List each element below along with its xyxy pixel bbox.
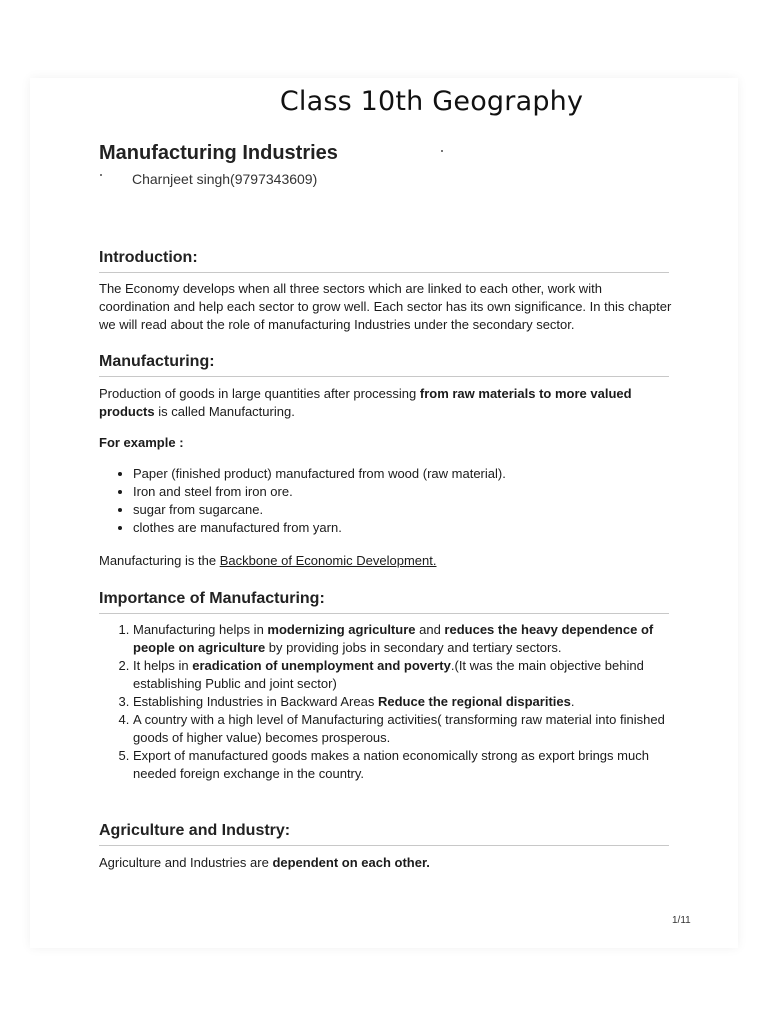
section-heading-manufacturing: Manufacturing: xyxy=(99,353,669,377)
manufacturing-definition xyxy=(99,385,675,421)
examples-list xyxy=(99,465,693,537)
stray-mark xyxy=(100,174,102,176)
list-item: • Iron and steel from iron ore. xyxy=(133,483,693,501)
agriculture-industry-paragraph xyxy=(99,854,675,872)
page-title: Manufacturing Industries xyxy=(99,142,338,164)
author-line: Charnjeet singh(9797343609) xyxy=(132,171,318,187)
backbone-line xyxy=(99,552,675,570)
introduction-paragraph: The Economy develops when all three sectors which are linked to each other, work with coordination and help each sector to grow well. Each sector has its own significance. In this chapter we will read about the role of manufacturing Industries under the secondary sector. xyxy=(99,281,672,332)
list-item: 2. It helps in eradication of unemployment and poverty.(It was the main objective behind establishing Public and joint sector) xyxy=(133,657,693,693)
definition-text: Production of goods in large quantities after processing xyxy=(99,386,420,401)
stray-mark xyxy=(441,150,443,152)
list-item: • clothes are manufactured from yarn. xyxy=(133,519,693,537)
section-heading-importance: Importance of Manufacturing: xyxy=(99,590,669,614)
banner-title: Class 10th Geography xyxy=(279,86,584,117)
list-item: 4. A country with a high level of Manufacturing activities( transforming raw material into finished goods of higher value) becomes prosperous. xyxy=(133,711,693,747)
agri-text: Agriculture and Industries are xyxy=(99,855,273,870)
agri-bold: dependent on each other. xyxy=(272,855,430,870)
example-label: For example : xyxy=(99,435,184,450)
section-heading-introduction: Introduction: xyxy=(99,249,669,273)
page-number: 1/11 xyxy=(672,915,691,926)
backbone-underlined-text: Backbone of Economic Development. xyxy=(219,553,437,568)
importance-list xyxy=(99,621,693,783)
list-item: • Paper (finished product) manufactured from wood (raw material). xyxy=(133,465,693,483)
backbone-prefix: Manufacturing is the xyxy=(99,553,220,568)
list-item: 3. Establishing Industries in Backward Areas Reduce the regional disparities. xyxy=(133,693,693,711)
definition-bold: from raw materials to more valued products xyxy=(99,386,632,419)
list-item: • sugar from sugarcane. xyxy=(133,501,693,519)
list-item: 1. Manufacturing helps in modernizing agriculture and reduces the heavy dependence of people on agriculture by providing jobs in secondary and tertiary sectors. xyxy=(133,621,693,657)
list-item: 5. Export of manufactured goods makes a nation economically strong as export brings much needed foreign exchange in the country. xyxy=(133,747,693,783)
section-heading-agriculture-industry: Agriculture and Industry: xyxy=(99,822,669,846)
definition-text-end: is called Manufacturing. xyxy=(154,404,295,419)
